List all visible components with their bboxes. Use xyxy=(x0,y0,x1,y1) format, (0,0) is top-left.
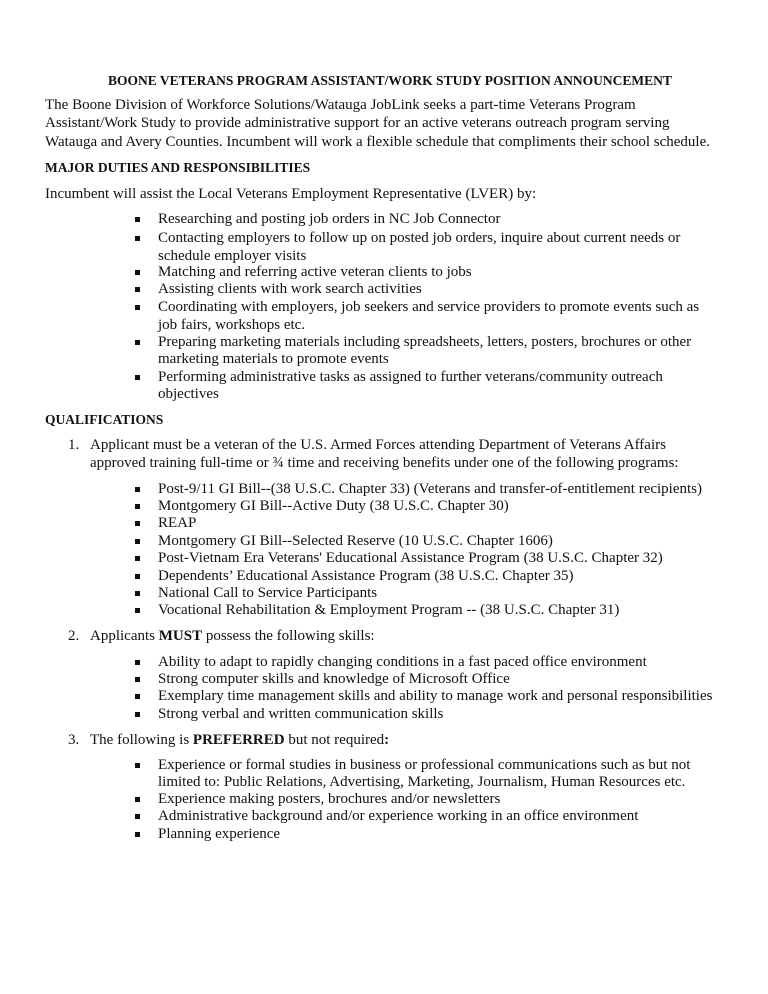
duty-item: job fairs, workshops etc. xyxy=(158,317,306,333)
qualification-bullet-item: Exemplary time management skills and ability to manage work and personal responsibilities xyxy=(158,688,713,704)
section-heading-duties: MAJOR DUTIES AND RESPONSIBILITIES xyxy=(45,160,311,175)
qualification-text-part: Applicant must be a veteran of the U.S. Armed Forces attending Department of Veterans Affairs xyxy=(90,437,666,453)
duty-item: marketing materials to promote events xyxy=(158,351,389,367)
qualification-bullet-item: Strong verbal and written communication skills xyxy=(158,706,444,722)
bullet-icon xyxy=(135,712,140,717)
bullet-icon xyxy=(135,270,140,275)
bullet-icon xyxy=(135,814,140,819)
duty-item: Assisting clients with work search activities xyxy=(158,281,422,297)
list-number: 2. xyxy=(68,628,80,644)
qualification-text-part: approved training full-time or ¾ time and receiving benefits under one of the following programs: xyxy=(90,455,679,471)
qualification-bullet-item: Experience or formal studies in business or professional communications such as but not xyxy=(158,757,691,773)
qualification-bullet-item: REAP xyxy=(158,515,197,531)
bullet-icon xyxy=(135,694,140,699)
bullet-icon xyxy=(135,340,140,345)
bullet-icon xyxy=(135,539,140,544)
qualification-text xyxy=(90,436,666,454)
qualification-bullet-item: Vocational Rehabilitation & Employment Program -- (38 U.S.C. Chapter 31) xyxy=(158,602,620,618)
bullet-icon xyxy=(135,763,140,768)
bullet-icon xyxy=(135,487,140,492)
duty-item: schedule employer visits xyxy=(158,248,307,264)
qualification-bullet-item: Montgomery GI Bill--Selected Reserve (10 U.S.C. Chapter 1606) xyxy=(158,533,553,549)
bullet-icon xyxy=(135,217,140,222)
list-number: 1. xyxy=(68,437,80,453)
qualification-text xyxy=(90,454,679,472)
qualification-bullet-item: limited to: Public Relations, Advertising, Marketing, Journalism, Human Resources etc. xyxy=(158,774,686,790)
bullet-icon xyxy=(135,677,140,682)
duties-intro: Incumbent will assist the Local Veterans Employment Representative (LVER) by: xyxy=(45,186,537,202)
intro-line: Assistant/Work Study to provide administrative support for an active veterans outreach program serving xyxy=(45,115,670,131)
qualification-bullet-item: Post-Vietnam Era Veterans' Educational Assistance Program (38 U.S.C. Chapter 32) xyxy=(158,550,663,566)
duty-item: Preparing marketing materials including spreadsheets, letters, posters, brochures or other xyxy=(158,334,692,350)
section-heading-qualifications: QUALIFICATIONS xyxy=(45,412,164,427)
qualification-text-part: possess the following skills: xyxy=(202,628,375,644)
bullet-icon xyxy=(135,832,140,837)
qualification-bullet-item: Ability to adapt to rapidly changing conditions in a fast paced office environment xyxy=(158,654,647,670)
qualification-bullet-item: Administrative background and/or experience working in an office environment xyxy=(158,808,639,824)
bullet-icon xyxy=(135,660,140,665)
qualification-text xyxy=(90,627,375,645)
qualification-bullet-item: Dependents’ Educational Assistance Program (38 U.S.C. Chapter 35) xyxy=(158,568,574,584)
bullet-icon xyxy=(135,305,140,310)
duty-item: Researching and posting job orders in NC Job Connector xyxy=(158,211,501,227)
bullet-icon xyxy=(135,504,140,509)
emphasis-text: : xyxy=(384,732,390,748)
qualification-text-part: The following is xyxy=(90,732,193,748)
qualification-text xyxy=(90,731,389,749)
qualification-bullet-item: Post-9/11 GI Bill--(38 U.S.C. Chapter 33) (Veterans and transfer-of-entitlement recipients) xyxy=(158,481,702,497)
qualification-bullet-item: Strong computer skills and knowledge of Microsoft Office xyxy=(158,671,510,687)
qualification-bullet-item: Montgomery GI Bill--Active Duty (38 U.S.C. Chapter 30) xyxy=(158,498,509,514)
bullet-icon xyxy=(135,236,140,241)
qualification-text-part: but not required xyxy=(284,732,385,748)
intro-line: Watauga and Avery Counties. Incumbent will work a flexible schedule that compliments their school schedule. xyxy=(45,134,711,150)
document-title: BOONE VETERANS PROGRAM ASSISTANT/WORK STUDY POSITION ANNOUNCEMENT xyxy=(108,73,672,88)
bullet-icon xyxy=(135,287,140,292)
qualification-bullet-item: Planning experience xyxy=(158,826,281,842)
qualification-bullet-item: National Call to Service Participants xyxy=(158,585,378,601)
bullet-icon xyxy=(135,521,140,526)
emphasis-text: MUST xyxy=(158,628,203,644)
bullet-icon xyxy=(135,591,140,596)
list-number: 3. xyxy=(68,732,80,748)
emphasis-text: PREFERRED xyxy=(192,732,285,748)
duty-item: Coordinating with employers, job seekers and service providers to promote events such as xyxy=(158,299,700,315)
bullet-icon xyxy=(135,574,140,579)
bullet-icon xyxy=(135,375,140,380)
intro-line: The Boone Division of Workforce Solutions/Watauga JobLink seeks a part-time Veterans Program xyxy=(45,97,636,113)
qualification-bullet-item: Experience making posters, brochures and/or newsletters xyxy=(158,791,501,807)
bullet-icon xyxy=(135,797,140,802)
duty-item: objectives xyxy=(158,386,219,402)
duty-item: Matching and referring active veteran clients to jobs xyxy=(158,264,472,280)
qualification-text-part: Applicants xyxy=(90,628,159,644)
bullet-icon xyxy=(135,608,140,613)
duty-item: Contacting employers to follow up on posted job orders, inquire about current needs or xyxy=(158,230,681,246)
duty-item: Performing administrative tasks as assigned to further veterans/community outreach xyxy=(158,369,663,385)
bullet-icon xyxy=(135,556,140,561)
